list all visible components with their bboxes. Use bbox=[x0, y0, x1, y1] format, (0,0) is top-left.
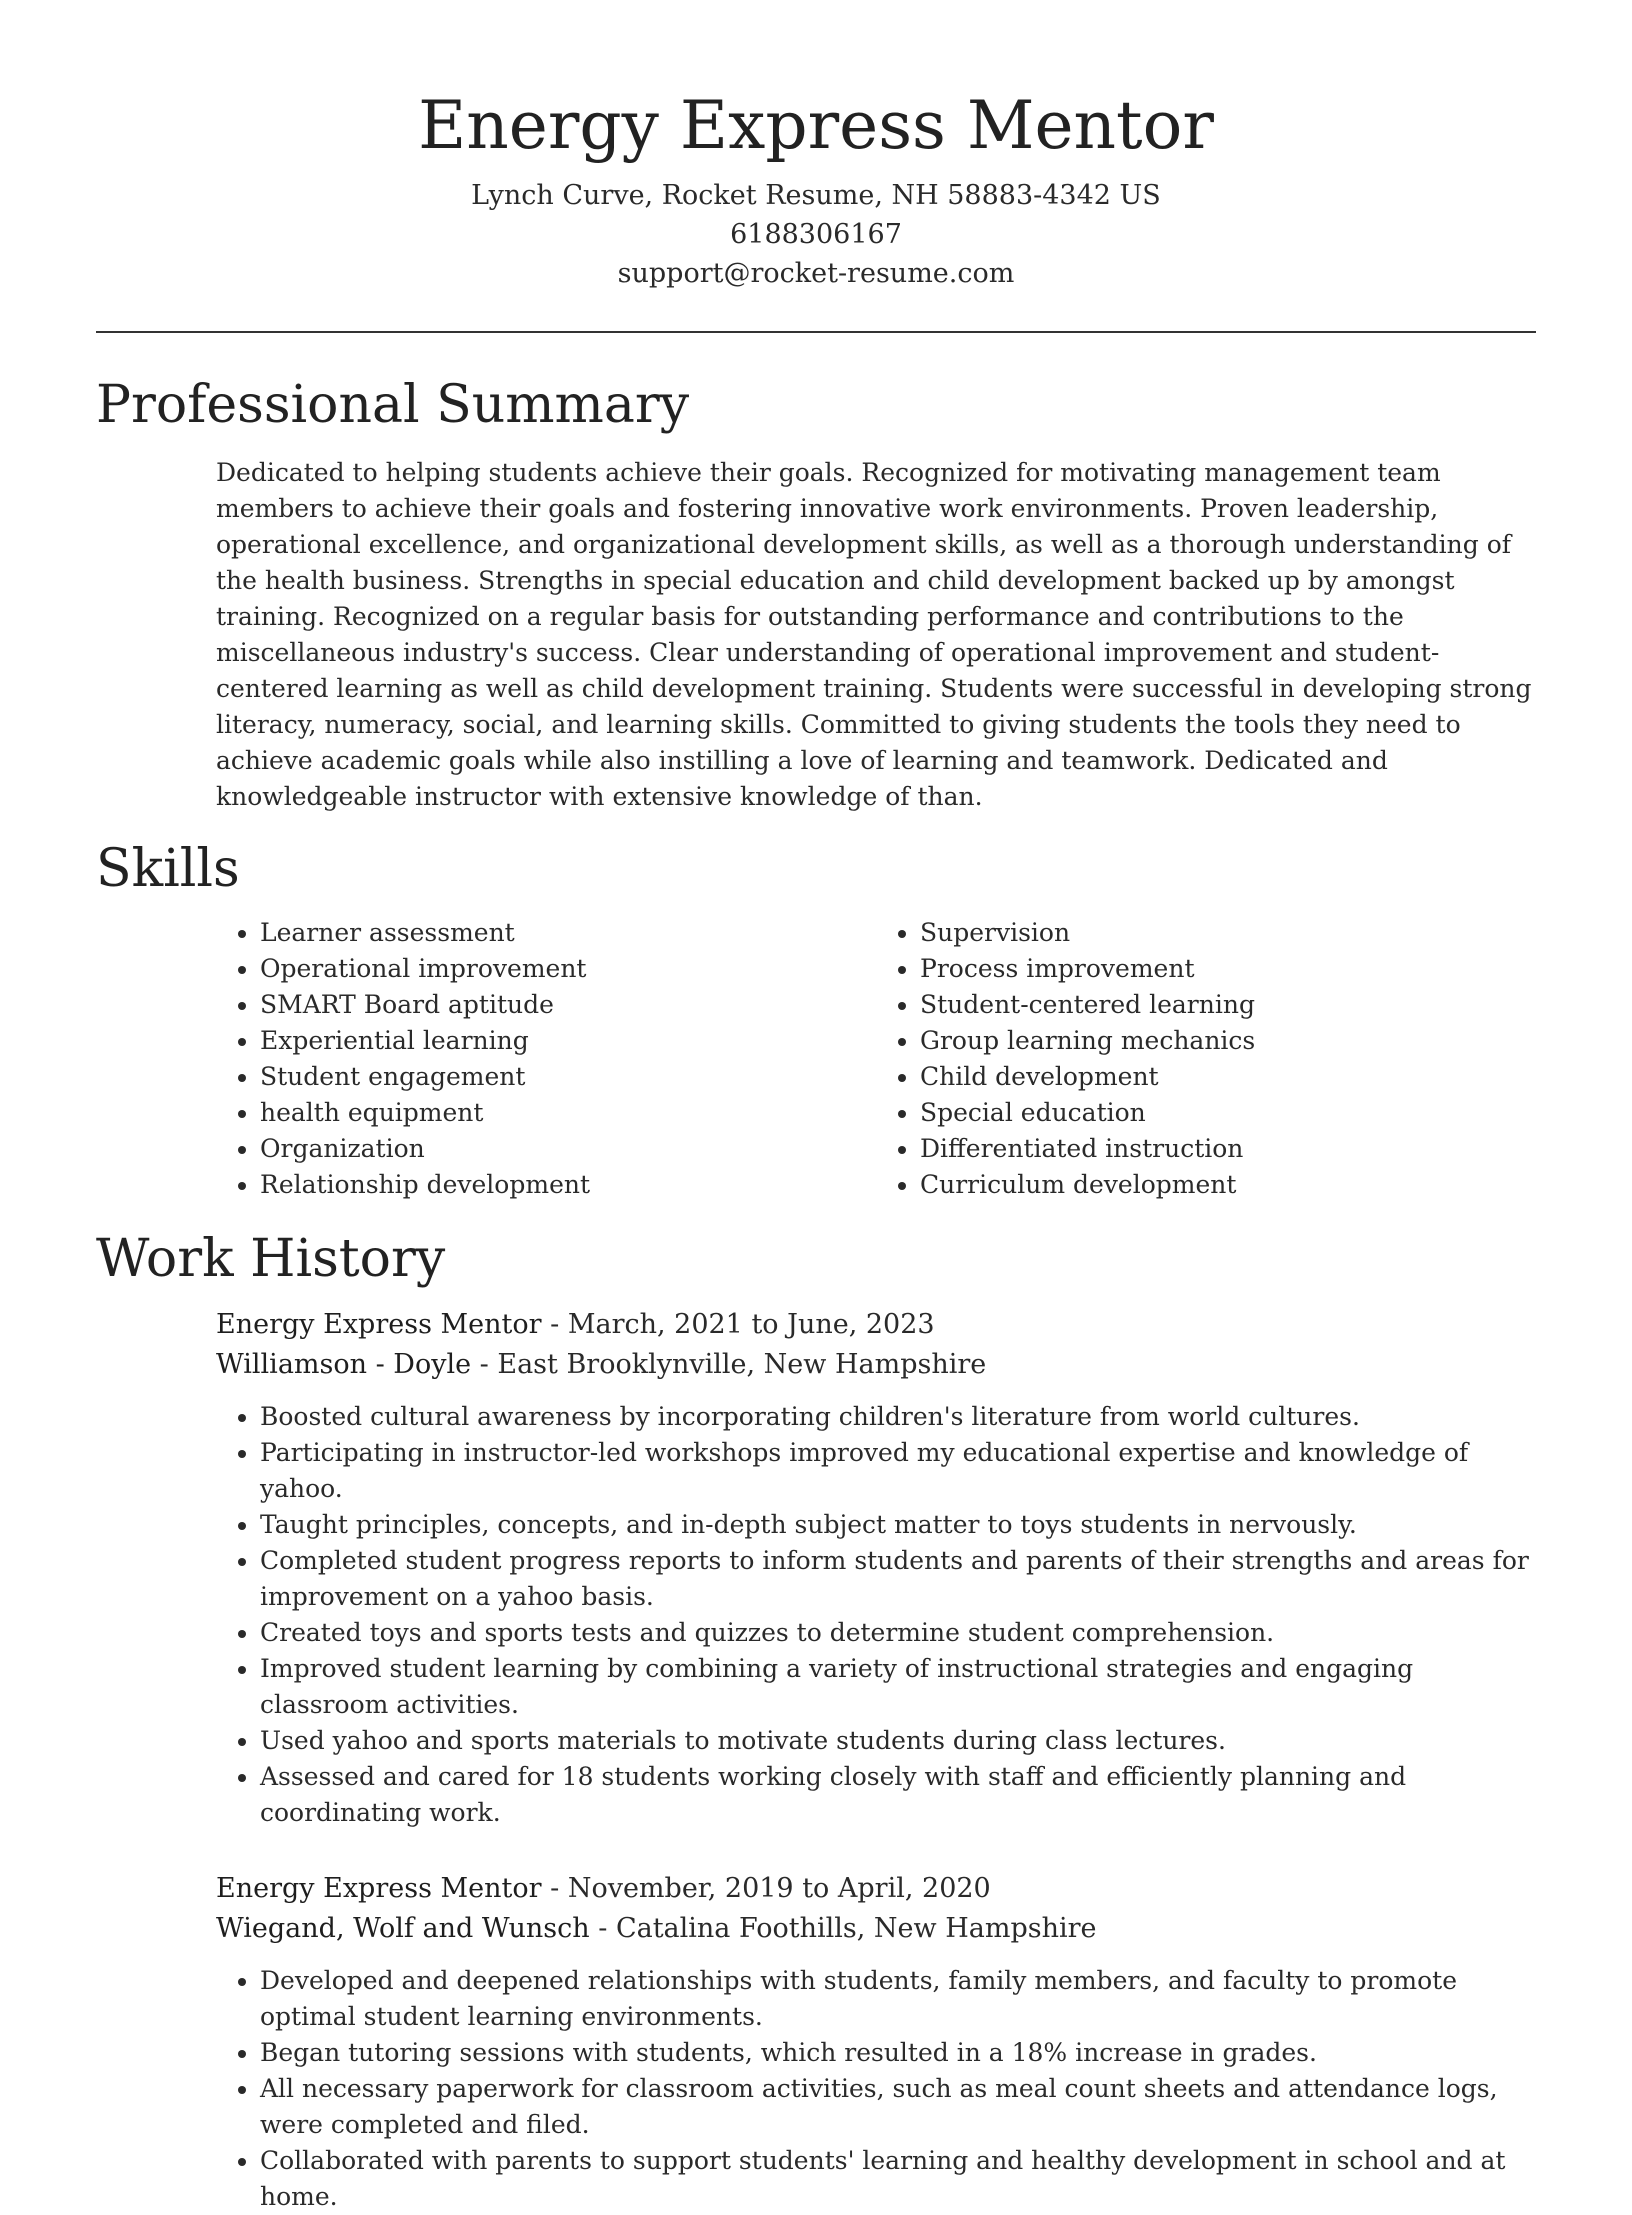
job-bullet: • Assessed and cared for 18 students working closely with staff and efficiently planning and coordinating work. bbox=[260, 1759, 1536, 1831]
skill-item: • Process improvement bbox=[920, 951, 1536, 987]
skill-item: • Learner assessment bbox=[260, 915, 876, 951]
job-bullet: • Participating in instructor-led workshops improved my educational expertise and knowledge of yahoo. bbox=[260, 1435, 1536, 1507]
skill-item: • Supervision bbox=[920, 915, 1536, 951]
header-divider bbox=[96, 331, 1536, 333]
job-company: Williamson - Doyle bbox=[216, 1349, 472, 1380]
job-entry bbox=[216, 1305, 1536, 1831]
work-history-section bbox=[96, 1305, 1536, 2215]
skill-item: • Operational improvement bbox=[260, 951, 876, 987]
job-bullet: • Completed student progress reports to inform students and parents of their strengths and areas for improvement on a yahoo basis. bbox=[260, 1543, 1536, 1615]
job-role: Energy Express Mentor bbox=[216, 1873, 542, 1904]
email: support@rocket-resume.com bbox=[617, 258, 1015, 289]
job-role: Energy Express Mentor bbox=[216, 1309, 542, 1340]
section-title-work-history: Work History bbox=[96, 1229, 446, 1289]
address: Lynch Curve, Rocket Resume, NH 58883-4342 US bbox=[471, 180, 1161, 211]
job-company-line bbox=[216, 1909, 1536, 1949]
resume-header bbox=[96, 0, 1536, 293]
job-entry bbox=[216, 1869, 1536, 2215]
job-bullet: • All necessary paperwork for classroom activities, such as meal count sheets and attendance logs, were completed and filed. bbox=[260, 2071, 1536, 2143]
job-dates: - November, 2019 to April, 2020 bbox=[541, 1873, 991, 1904]
skill-item: • Group learning mechanics bbox=[920, 1023, 1536, 1059]
job-title-line bbox=[216, 1305, 1536, 1345]
job-title-line bbox=[216, 1869, 1536, 1909]
skills-section bbox=[96, 915, 1536, 1203]
skills-column-right bbox=[876, 915, 1536, 1203]
skill-item: • Organization bbox=[260, 1131, 876, 1167]
skill-item: • SMART Board aptitude bbox=[260, 987, 876, 1023]
job-bullet: • Improved student learning by combining a variety of instructional strategies and engaging classroom activities. bbox=[260, 1651, 1536, 1723]
job-company-line bbox=[216, 1345, 1536, 1385]
summary-text: Dedicated to helping students achieve their goals. Recognized for motivating management team members to achieve their goals and fostering innovative work environments. Proven leadership, operational excellence, and organizational development skills, as well as a thorough understanding of the health business. Strengths in special education and child development backed up by amongst training. Recognized on a regular basis for outstanding performance and contributions to the miscellaneous industry's success. Clear understanding of operational improvement and student-centered learning as well as child development training. Students were successful in developing strong literacy, numeracy, social, and learning skills. Committed to giving students the tools they need to achieve academic goals while also instilling a love of learning and teamwork. Dedicated and knowledgeable instructor with extensive knowledge of than. bbox=[216, 458, 1532, 811]
skill-item: • Special education bbox=[920, 1095, 1536, 1131]
skill-item: • Student-centered learning bbox=[920, 987, 1536, 1023]
skill-item: • Child development bbox=[920, 1059, 1536, 1095]
job-bullet: • Used yahoo and sports materials to motivate students during class lectures. bbox=[260, 1723, 1536, 1759]
skill-item: • Curriculum development bbox=[920, 1167, 1536, 1203]
job-company: Wiegand, Wolf and Wunsch bbox=[216, 1913, 590, 1944]
job-location: - East Brooklynville, New Hampshire bbox=[471, 1349, 987, 1380]
section-title-summary: Professional Summary bbox=[96, 375, 690, 435]
resume-page bbox=[96, 0, 1536, 2215]
skill-item: • health equipment bbox=[260, 1095, 876, 1131]
skill-item: • Experiential learning bbox=[260, 1023, 876, 1059]
skill-item: • Differentiated instruction bbox=[920, 1131, 1536, 1167]
job-bullets bbox=[216, 1963, 1536, 2215]
job-dates: - March, 2021 to June, 2023 bbox=[541, 1309, 935, 1340]
contact-block bbox=[96, 176, 1536, 293]
skills-grid bbox=[216, 915, 1536, 1203]
job-bullet: • Created toys and sports tests and quizzes to determine student comprehension. bbox=[260, 1615, 1536, 1651]
job-bullet: • Began tutoring sessions with students, which resulted in a 18% increase in grades. bbox=[260, 2035, 1536, 2071]
job-bullet: • Collaborated with parents to support students' learning and healthy development in school and at home. bbox=[260, 2143, 1536, 2215]
job-bullet: • Boosted cultural awareness by incorporating children's literature from world cultures. bbox=[260, 1399, 1536, 1435]
skills-column-left bbox=[216, 915, 876, 1203]
job-bullet: • Developed and deepened relationships with students, family members, and faculty to promote optimal student learning environments. bbox=[260, 1963, 1536, 2035]
job-location: - Catalina Foothills, New Hampshire bbox=[589, 1913, 1097, 1944]
section-title-skills: Skills bbox=[96, 839, 240, 899]
skill-item: • Student engagement bbox=[260, 1059, 876, 1095]
job-bullet: • Taught principles, concepts, and in-depth subject matter to toys students in nervously. bbox=[260, 1507, 1536, 1543]
job-bullets bbox=[216, 1399, 1536, 1831]
candidate-name: Energy Express Mentor bbox=[418, 87, 1214, 164]
skill-item: • Relationship development bbox=[260, 1167, 876, 1203]
phone: 6188306167 bbox=[730, 219, 902, 250]
